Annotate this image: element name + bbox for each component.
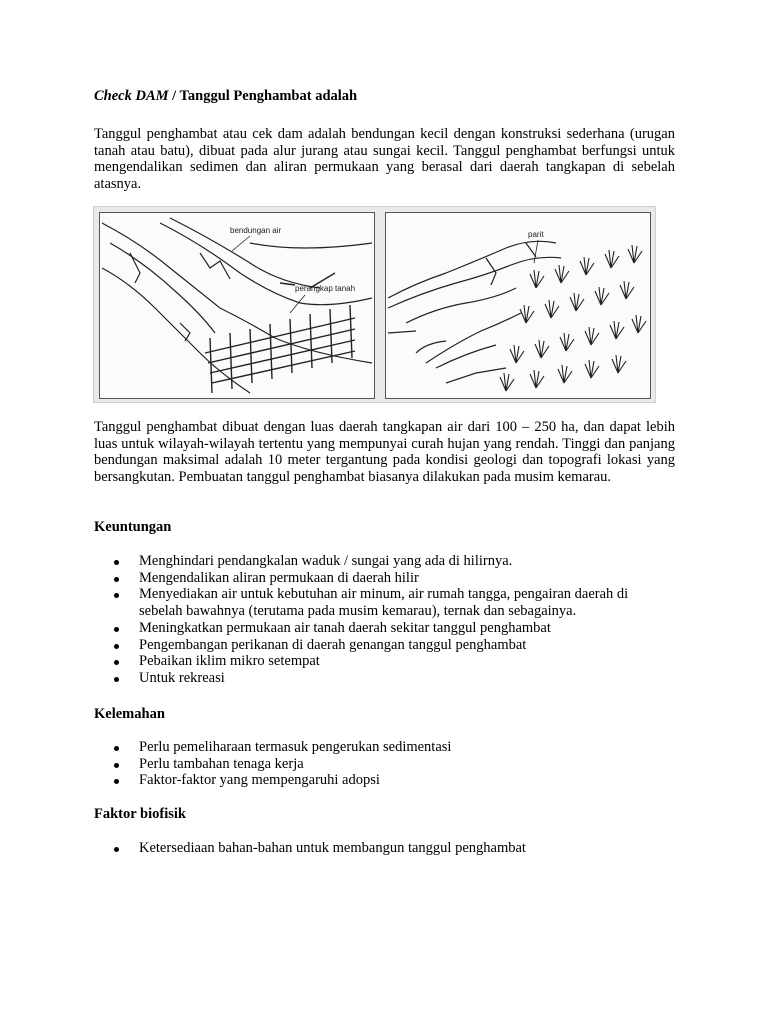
dam-sketch-panel xyxy=(99,212,375,399)
intro-paragraph: Tanggul penghambat atau cek dam adalah bendungan kecil dengan konstruksi sederhana (urugan tanah atau batu), dibuat pada alur jurang atau sungai kecil. Tanggul penghambat berfungsi untuk mengendalikan sedimen dan aliran permukaan yang berasal dari daerah tangkapan di sebelah atasnya. xyxy=(94,126,675,193)
grass-tuft xyxy=(628,245,642,263)
bullet-icon xyxy=(114,847,119,852)
title-italic-part: Check DAM xyxy=(94,88,169,104)
grass-tuft xyxy=(520,305,534,323)
list-item: Mengendalikan aliran permukaan di daerah hilir xyxy=(94,570,675,587)
bullet-icon xyxy=(114,779,119,784)
grass-tuft xyxy=(585,360,599,378)
list-item: Faktor-faktor yang mempengaruhi adopsi xyxy=(94,772,675,789)
list-item: Ketersediaan bahan-bahan untuk membangun tanggul penghambat xyxy=(94,840,675,857)
bullet-icon xyxy=(114,660,119,665)
grass-tuft xyxy=(632,315,646,333)
list-item: Perlu tambahan tenaga kerja xyxy=(94,756,675,773)
faktor-biofisik-list xyxy=(94,840,675,857)
grass-tuft xyxy=(558,365,572,383)
label-perangkap-tanah: perangkap tanah xyxy=(295,284,356,293)
grass-tuft xyxy=(530,370,544,388)
grass-tuft xyxy=(580,257,594,275)
grass-tuft xyxy=(560,333,574,351)
document-title xyxy=(94,88,357,105)
label-bendungan-air: bendungan air xyxy=(230,226,282,235)
trench-sketch xyxy=(386,213,650,398)
grass-tuft xyxy=(555,265,569,283)
grass-tuft xyxy=(585,327,599,345)
label-parit: parit xyxy=(528,230,544,239)
bullet-icon xyxy=(114,677,119,682)
kelemahan-list xyxy=(94,739,675,789)
grass-tuft xyxy=(510,345,524,363)
grass-tuft xyxy=(610,321,624,339)
bullet-icon xyxy=(114,644,119,649)
list-item: Meningkatkan permukaan air tanah daerah sekitar tanggul penghambat xyxy=(94,620,675,637)
title-rest-part: / Tanggul Penghambat adalah xyxy=(168,88,358,104)
bullet-icon xyxy=(114,763,119,768)
list-item: Pebaikan iklim mikro setempat xyxy=(94,653,675,670)
dam-sketch xyxy=(100,213,374,398)
keuntungan-list xyxy=(94,553,675,687)
bullet-icon xyxy=(114,593,119,598)
grass-tuft xyxy=(530,270,544,288)
list-item: Menghindari pendangkalan waduk / sungai yang ada di hilirnya. xyxy=(94,553,675,570)
grass-tuft xyxy=(570,293,584,311)
heading-keuntungan: Keuntungan xyxy=(94,519,172,535)
bullet-icon xyxy=(114,560,119,565)
bullet-icon xyxy=(114,577,119,582)
bullet-icon xyxy=(114,627,119,632)
bullet-icon xyxy=(114,746,119,751)
list-item: Menyediakan air untuk kebutuhan air minum, air rumah tangga, pengairan daerah di sebelah bawahnya (terutama pada musim kemarau), ternak dan sebagainya. xyxy=(94,586,675,619)
check-dam-illustration xyxy=(93,206,656,403)
trench-sketch-panel xyxy=(385,212,651,399)
heading-faktor-biofisik: Faktor biofisik xyxy=(94,806,186,822)
list-item: Pengembangan perikanan di daerah genangan tanggul penghambat xyxy=(94,637,675,654)
grass-tuft xyxy=(595,287,609,305)
grass-tuft xyxy=(612,355,626,373)
grass-tuft xyxy=(605,250,619,268)
list-item: Untuk rekreasi xyxy=(94,670,675,687)
grass-tuft xyxy=(545,300,559,318)
heading-kelemahan: Kelemahan xyxy=(94,706,165,722)
grass-tuft xyxy=(535,340,549,358)
description-paragraph: Tanggul penghambat dibuat dengan luas daerah tangkapan air dari 100 – 250 ha, dan dapat lebih luas untuk wilayah-wilayah tertentu yang mempunyai curah hujan yang rendah. Tinggi dan panjang bendungan maksimal adalah 10 meter tergantung pada kondisi geologi dan topografi lokasi yang bersangkutan. Pembuatan tanggul penghambat biasanya dilakukan pada musim kemarau. xyxy=(94,419,675,486)
grass-tuft xyxy=(620,281,634,299)
grass-tuft xyxy=(500,373,514,391)
list-item: Perlu pemeliharaan termasuk pengerukan sedimentasi xyxy=(94,739,675,756)
